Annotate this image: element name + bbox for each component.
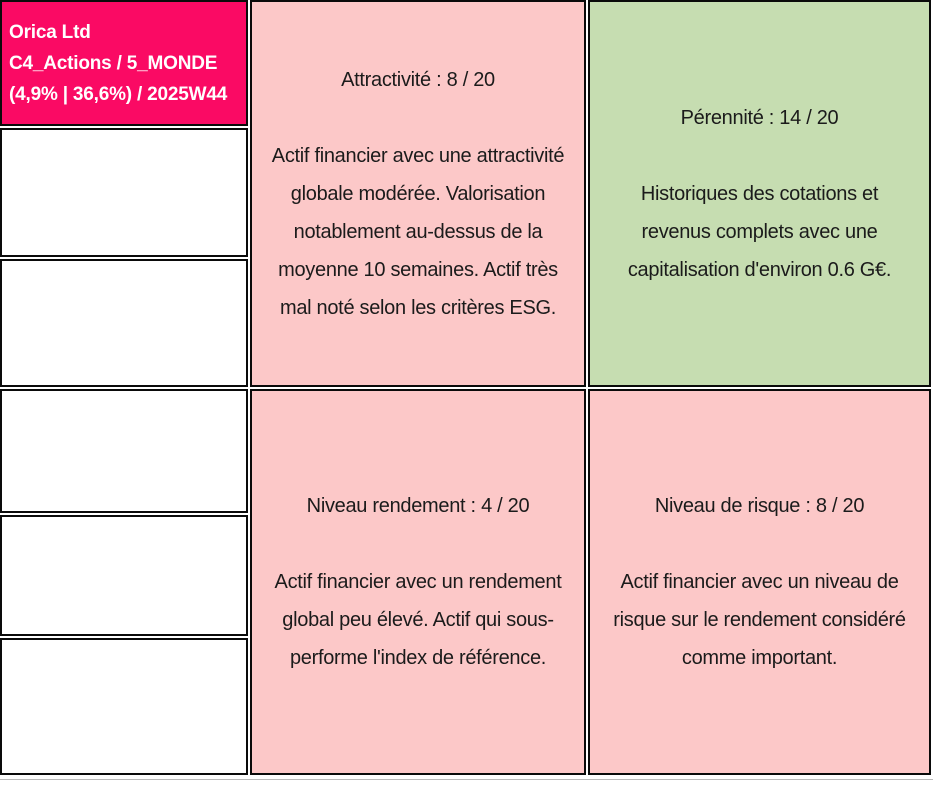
panel-rendement-title: Niveau rendement : 4 / 20 <box>306 495 530 517</box>
panel-risque-body: Actif financier avec un niveau de risque sur le rendement considéré comme important. <box>613 571 906 669</box>
asset-name: Orica Ltd <box>9 21 91 43</box>
panel-rendement-body: Actif financier avec un rendement global peu élevé. Actif qui sous-performe l'index de référence. <box>274 571 562 669</box>
panel-attractivite-title: Attractivité : 8 / 20 <box>341 68 495 91</box>
asset-header <box>0 0 248 126</box>
empty-cell-2 <box>0 259 248 387</box>
empty-cell-5 <box>0 638 248 775</box>
panel-perennite <box>588 0 931 387</box>
empty-cell-4 <box>0 515 248 636</box>
panel-attractivite <box>250 0 586 387</box>
panel-attractivite-body: Actif financier avec une attractivité globale modérée. Valorisation notablement au-dessus de la moyenne 10 semaines. Actif très mal noté selon les critères ESG. <box>271 144 565 319</box>
asset-stats: (4,9% | 36,6%) / 2025W44 <box>9 83 228 105</box>
panel-risque-title: Niveau de risque : 8 / 20 <box>654 495 865 517</box>
left-column <box>0 0 248 387</box>
left-column-lower <box>0 389 248 775</box>
panel-rendement <box>250 389 586 775</box>
panel-perennite-body: Historiques des cotations et revenus complets avec une capitalisation d'environ 0.6 G€. <box>627 182 892 281</box>
asset-category: C4_Actions / 5_MONDE <box>9 52 218 74</box>
window-bottom-edge <box>0 779 933 780</box>
panel-perennite-title: Pérennité : 14 / 20 <box>680 106 839 129</box>
empty-cell-3 <box>0 389 248 513</box>
empty-cell-1 <box>0 128 248 257</box>
panel-risque <box>588 389 931 775</box>
